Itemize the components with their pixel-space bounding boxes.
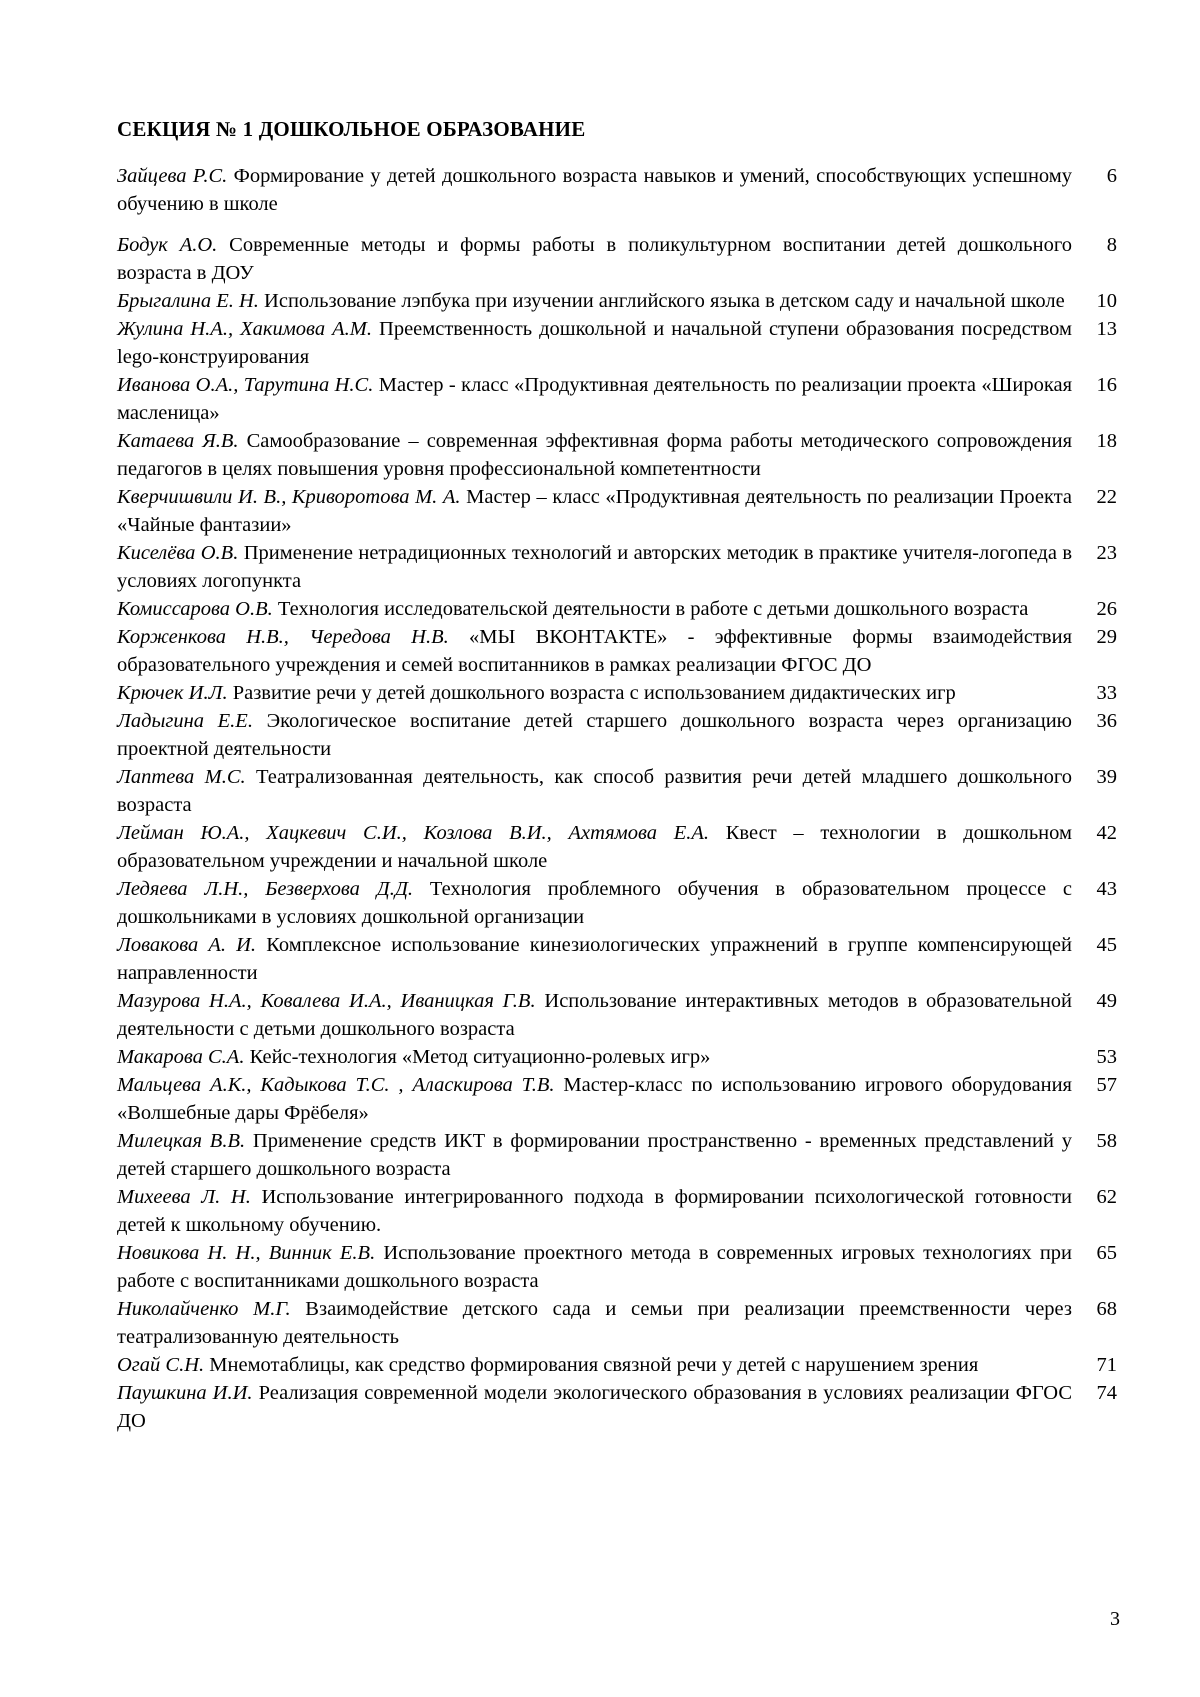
toc-entry-title: Использование проектного метода в современных игровых технологиях при работе с воспитанниками дошкольного возраста	[117, 1242, 1073, 1292]
toc-entry-page-number: 18	[1096, 430, 1117, 452]
toc-entry-page-number: 16	[1096, 374, 1117, 396]
toc-entry-author: Брыгалина Е. Н.	[117, 290, 259, 312]
toc-entry-title: Мастер - класс «Продуктивная деятельность по реализации проекта «Широкая масленица»	[117, 374, 1072, 424]
toc-entry-title: Преемственность дошкольной и начальной ступени образования посредством lego-конструирования	[117, 318, 1073, 368]
toc-entry-page-number: 8	[1106, 234, 1117, 256]
toc-entry-author: Жулина Н.А., Хакимова А.М.	[117, 318, 372, 340]
toc-entry-page-number: 36	[1096, 710, 1117, 732]
toc-entry-page-number: 49	[1096, 990, 1117, 1012]
toc-entry-text	[117, 1183, 1072, 1239]
toc-entry-author: Катаева Я.В.	[117, 430, 239, 452]
toc-entry-page-number: 65	[1096, 1242, 1117, 1264]
toc-entry-page-number: 6	[1106, 165, 1117, 187]
toc-entry-page-number: 43	[1096, 878, 1117, 900]
toc-entry-title: Комплексное использование кинезиологических упражнений в группе компенсирующей направленности	[117, 934, 1072, 984]
toc-entry-title: Использование лэпбука при изучении английского языка в детском саду и начальной школе	[264, 290, 1065, 312]
toc-entry-text	[117, 595, 1072, 623]
toc-entry	[117, 595, 1117, 623]
toc-entry-author: Огай С.Н.	[117, 1354, 205, 1376]
toc-entry-page-number: 68	[1096, 1298, 1117, 1320]
toc-entry-page-number: 29	[1096, 626, 1117, 648]
toc-entry-text	[117, 679, 1072, 707]
toc-entry-author: Макарова С.А.	[117, 1046, 245, 1068]
table-of-contents	[117, 162, 1117, 1435]
toc-entry-author: Мальцева А.К., Кадыкова Т.С. , Аласкирова Т.В.	[117, 1074, 555, 1096]
toc-entry	[117, 539, 1117, 595]
toc-entry-page-number: 57	[1096, 1074, 1117, 1096]
toc-entry-page-number: 26	[1096, 598, 1117, 620]
toc-entry-text	[117, 315, 1072, 371]
toc-entry-title: Применение нетрадиционных технологий и авторских методик в практике учителя-логопеда в условиях логопункта	[117, 542, 1073, 592]
toc-entry	[117, 623, 1117, 679]
toc-entry-title: Театрализованная деятельность, как способ развития речи детей младшего дошкольного возраста	[117, 766, 1073, 816]
toc-entry-author: Лаптева М.С.	[117, 766, 246, 788]
toc-entry-page-number: 10	[1096, 290, 1117, 312]
toc-entry-text	[117, 931, 1072, 987]
toc-entry-author: Комиссарова О.В.	[117, 598, 273, 620]
toc-entry-text	[117, 1239, 1072, 1295]
toc-entry-title: Развитие речи у детей дошкольного возраста с использованием дидактических игр	[232, 682, 956, 704]
toc-entry-text	[117, 1379, 1072, 1435]
toc-entry-title: Мастер-класс по использованию игрового оборудования «Волшебные дары Фрёбеля»	[117, 1074, 1072, 1124]
toc-entry-author: Николайченко М.Г.	[117, 1298, 291, 1320]
toc-entry	[117, 679, 1117, 707]
toc-entry-title: Формирование у детей дошкольного возраста навыков и умений, способствующих успешному обучению в школе	[117, 165, 1072, 215]
toc-entry	[117, 1379, 1117, 1435]
toc-entry	[117, 483, 1117, 539]
toc-entry-text	[117, 1043, 1072, 1071]
toc-entry-page-number: 45	[1096, 934, 1117, 956]
toc-entry-text	[117, 1071, 1072, 1127]
toc-entry-page-number: 74	[1096, 1382, 1117, 1404]
toc-entry-text	[117, 287, 1072, 315]
toc-entry-title: Взаимодействие детского сада и семьи при реализации преемственности через театрализованную деятельность	[117, 1298, 1072, 1348]
toc-entry-author: Михеева Л. Н.	[117, 1186, 251, 1208]
toc-entry-title: Использование интегрированного подхода в формировании психологической готовности детей к школьному обучению.	[117, 1186, 1073, 1236]
toc-entry	[117, 931, 1117, 987]
toc-entry-text	[117, 427, 1072, 483]
toc-entry-title: Реализация современной модели экологического образования в условиях реализации ФГОС ДО	[117, 1382, 1072, 1432]
toc-entry-text	[117, 875, 1072, 931]
toc-entry-author: Паушкина И.И.	[117, 1382, 253, 1404]
toc-entry-author: Зайцева Р.С.	[117, 165, 228, 187]
toc-entry	[117, 287, 1117, 315]
toc-entry-page-number: 53	[1096, 1046, 1117, 1068]
toc-entry-title: Современные методы и формы работы в поликультурном воспитании детей дошкольного возраста в ДОУ	[117, 234, 1073, 284]
toc-entry-text	[117, 1295, 1072, 1351]
toc-entry	[117, 427, 1117, 483]
toc-entry-title: Мнемотаблицы, как средство формирования связной речи у детей с нарушением зрения	[209, 1354, 979, 1376]
toc-entry-text	[117, 162, 1072, 218]
toc-entry-author: Новикова Н. Н., Винник Е.В.	[117, 1242, 376, 1264]
toc-entry-page-number: 62	[1096, 1186, 1117, 1208]
toc-entry	[117, 1351, 1117, 1379]
toc-entry-text	[117, 623, 1072, 679]
toc-entry-page-number: 71	[1096, 1354, 1117, 1376]
toc-entry-title: Мастер – класс «Продуктивная деятельность по реализации Проекта «Чайные фантазии»	[117, 486, 1073, 536]
toc-entry-title: Кейс-технология «Метод ситуационно-ролевых игр»	[249, 1046, 711, 1068]
toc-entry	[117, 371, 1117, 427]
toc-entry-author: Киселёва О.В.	[117, 542, 239, 564]
toc-entry-title: Квест – технологии в дошкольном образовательном учреждении и начальной школе	[117, 822, 1072, 872]
toc-entry-page-number: 58	[1096, 1130, 1117, 1152]
toc-entry-page-number: 23	[1096, 542, 1117, 564]
toc-entry-author: Бодук А.О.	[117, 234, 218, 256]
toc-entry-text	[117, 763, 1072, 819]
toc-entry-author: Лейман Ю.А., Хацкевич С.И., Козлова В.И., Ахтямова Е.А.	[117, 822, 710, 844]
toc-entry-page-number: 39	[1096, 766, 1117, 788]
toc-entry-text	[117, 1351, 1072, 1379]
toc-entry-author: Ледяева Л.Н., Безверхова Д.Д.	[117, 878, 414, 900]
toc-entry	[117, 162, 1117, 218]
toc-entry-author: Кверчишвили И. В., Криворотова М. А.	[117, 486, 461, 508]
toc-entry-author: Крючек И.Л.	[117, 682, 228, 704]
toc-entry-title: Технология исследовательской деятельности в работе с детьми дошкольного возраста	[277, 598, 1029, 620]
toc-entry-author: Ловакова А. И.	[117, 934, 257, 956]
toc-entry-author: Ладыгина Е.Е.	[117, 710, 253, 732]
toc-entry	[117, 1183, 1117, 1239]
toc-entry-text	[117, 987, 1072, 1043]
toc-entry-text	[117, 707, 1072, 763]
toc-entry-author: Иванова О.А., Тарутина Н.С.	[117, 374, 374, 396]
toc-entry	[117, 1295, 1117, 1351]
toc-entry	[117, 1127, 1117, 1183]
page-number: 3	[1110, 1608, 1120, 1630]
toc-entry-text	[117, 483, 1072, 539]
toc-entry	[117, 1043, 1117, 1071]
toc-entry-text	[117, 371, 1072, 427]
section-title: СЕКЦИЯ № 1 ДОШКОЛЬНОЕ ОБРАЗОВАНИЕ	[117, 117, 586, 141]
toc-entry	[117, 819, 1117, 875]
toc-entry-author: Милецкая В.В.	[117, 1130, 246, 1152]
toc-entry	[117, 987, 1117, 1043]
toc-entry	[117, 1071, 1117, 1127]
toc-entry-author: Корженкова Н.В., Чередова Н.В.	[117, 626, 449, 648]
toc-entry-text	[117, 819, 1072, 875]
toc-entry-text	[117, 231, 1072, 287]
toc-entry	[117, 315, 1117, 371]
toc-entry-title: Технология проблемного обучения в образовательном процессе с дошкольниками в условиях дошкольной организации	[117, 878, 1073, 928]
toc-entry-text	[117, 1127, 1072, 1183]
toc-entry	[117, 763, 1117, 819]
toc-entry	[117, 1239, 1117, 1295]
toc-entry-title: Применение средств ИКТ в формировании пространственно - временных представлений у детей старшего дошкольного возраста	[117, 1130, 1073, 1180]
toc-entry	[117, 231, 1117, 287]
toc-entry-author: Мазурова Н.А., Ковалева И.А., Иваницкая Г.В.	[117, 990, 536, 1012]
toc-entry-page-number: 42	[1096, 822, 1117, 844]
toc-entry-page-number: 22	[1096, 486, 1117, 508]
toc-entry	[117, 875, 1117, 931]
toc-entry-title: Использование интерактивных методов в образовательной деятельности с детьми дошкольного возраста	[117, 990, 1073, 1040]
toc-entry-page-number: 13	[1096, 318, 1117, 340]
toc-entry	[117, 707, 1117, 763]
toc-entry-title: Экологическое воспитание детей старшего дошкольного возраста через организацию проектной деятельности	[117, 710, 1072, 760]
toc-entry-title: «МЫ ВКОНТАКТЕ» - эффективные формы взаимодействия образовательного учреждения и семей воспитанников в рамках реализации ФГОС ДО	[117, 626, 1072, 676]
toc-entry-page-number: 33	[1096, 682, 1117, 704]
toc-entry-text	[117, 539, 1072, 595]
toc-entry-title: Самообразование – современная эффективная форма работы методического сопровождения педагогов в целях повышения уровня профессиональной компетентности	[117, 430, 1073, 480]
